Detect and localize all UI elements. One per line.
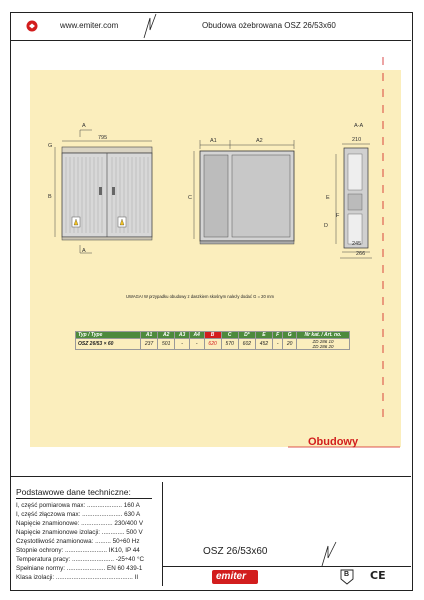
table-header-cell: A2 bbox=[158, 332, 175, 339]
table-header-cell: C bbox=[221, 332, 238, 339]
specs-title-underline bbox=[16, 498, 152, 499]
table-cell: 452 bbox=[255, 339, 272, 350]
front-width-label: 795 bbox=[98, 135, 108, 141]
section-d-label: D bbox=[324, 223, 328, 229]
ce-mark: CE bbox=[370, 569, 386, 582]
front-g-label: G bbox=[48, 143, 53, 149]
table-cell: - bbox=[175, 339, 190, 350]
section-f-label: F bbox=[336, 213, 340, 219]
specs-title: Podstawowe dane techniczne: bbox=[16, 487, 131, 497]
front-section-bottom-label: A bbox=[82, 248, 86, 254]
side-a2-label: A2 bbox=[256, 138, 263, 144]
table-cell-type: OSZ 26/53 × 60 bbox=[76, 339, 141, 350]
spec-row: Spełniane normy: ...................... EN 60 439-1 bbox=[16, 565, 143, 572]
table-header-cell: D* bbox=[238, 332, 255, 339]
table-cell: - bbox=[273, 339, 283, 350]
table-cell: 237 bbox=[141, 339, 158, 350]
side-view-drawing bbox=[190, 135, 300, 255]
table-cell: 20 bbox=[283, 339, 297, 350]
footer-model-divider bbox=[162, 566, 411, 567]
spec-row: Stopnie ochrony: ........................ IK10, IP 44 bbox=[16, 547, 140, 554]
section-w1-label: 245 bbox=[352, 241, 362, 247]
side-c-label: C bbox=[188, 195, 192, 201]
table-header-cell: G bbox=[283, 332, 297, 339]
spec-row: Temperatura pracy: ........................ -25÷40 °C bbox=[16, 556, 145, 563]
spec-row: I, część pomiarowa max: .................... 160 A bbox=[16, 502, 140, 509]
table-cell: - bbox=[189, 339, 204, 350]
table-header-cell: Typ / Type bbox=[76, 332, 141, 339]
table-header-cell: Nr kat. / Art. no. bbox=[297, 332, 350, 339]
table-header-cell: A1 bbox=[141, 332, 158, 339]
table-header-cell: A3 bbox=[175, 332, 190, 339]
section-top-label: 210 bbox=[352, 137, 362, 143]
section-title: A-A bbox=[354, 123, 364, 129]
brand-logo-icon bbox=[26, 20, 38, 32]
footer-break-icon bbox=[318, 540, 340, 568]
table-header-cell: E bbox=[255, 332, 272, 339]
front-view-drawing bbox=[50, 125, 165, 260]
brand-name: emiter bbox=[216, 571, 247, 582]
section-w2-label: 266 bbox=[356, 251, 366, 257]
note-text: UWAGA! W przypadku obudowy z daszkiem skośnym należy dodać G = 20 mm bbox=[126, 294, 274, 299]
spec-row: Klasa izolacji: ............................................ II bbox=[16, 574, 139, 581]
footer-model: OSZ 26/53x60 bbox=[203, 546, 268, 557]
table-cell: 570 bbox=[221, 339, 238, 350]
header-break-icon bbox=[140, 12, 160, 40]
website-text[interactable]: www.emiter.com bbox=[60, 21, 119, 30]
spec-row: Napięcie znamionowe: .................. 230/400 V bbox=[16, 520, 144, 527]
page-title: Obudowa ożebrowana OSZ 26/53x60 bbox=[202, 21, 336, 30]
section-e-label: E bbox=[326, 195, 330, 201]
side-a1-label: A1 bbox=[210, 138, 217, 144]
table-row bbox=[76, 339, 350, 350]
table-header-row bbox=[76, 332, 350, 339]
table-cell-art bbox=[297, 339, 350, 350]
spec-row: Częstotliwość znamionowa: ......... 50÷60 Hz bbox=[16, 538, 140, 545]
table-cell: 501 bbox=[158, 339, 175, 350]
front-section-top-label: A bbox=[82, 123, 86, 129]
table-header-cell: F bbox=[273, 332, 283, 339]
art-number-1: ZD 286 10 bbox=[312, 339, 334, 344]
b-certification-label: B bbox=[344, 571, 350, 578]
spec-row: I, część złączowa max: ....................... 630 A bbox=[16, 511, 141, 518]
table-cell: 602 bbox=[238, 339, 255, 350]
table-header-cell: B bbox=[204, 332, 221, 339]
art-number-2: ZD 286 20 bbox=[312, 344, 334, 349]
dimensions-table bbox=[75, 331, 350, 350]
footer-divider bbox=[10, 476, 411, 477]
table-header-cell: A4 bbox=[189, 332, 204, 339]
table-cell: 620 bbox=[204, 339, 221, 350]
front-b-label: B bbox=[48, 194, 52, 200]
category-label: Obudowy bbox=[308, 436, 359, 448]
spec-row: Napięcie znamionowe izolacji: ............. 500 V bbox=[16, 529, 143, 536]
